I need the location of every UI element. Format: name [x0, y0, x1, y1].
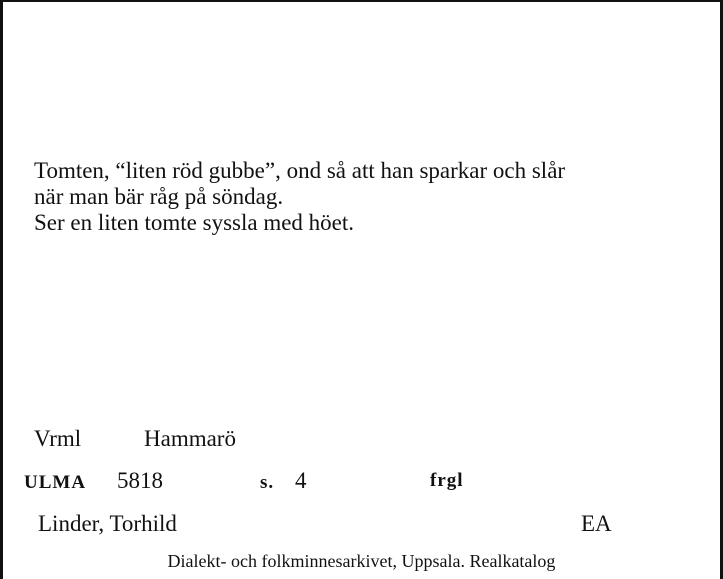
questionnaire-type: frgl [430, 470, 464, 491]
informant-name: Linder, Torhild [38, 511, 177, 536]
card-text [34, 158, 694, 236]
collector-initials: EA [581, 511, 612, 536]
parish-name: Hammarö [144, 426, 236, 451]
card-text-line: Ser en liten tomte syssla med höet. [34, 210, 355, 235]
archive-code: ULMA [24, 472, 87, 493]
card-text-line: när man bär råg på söndag. [34, 184, 284, 209]
page-label: s. [260, 472, 275, 493]
accession-number: 5818 [117, 468, 163, 493]
archive-footer: Dialekt- och folkminnesarkivet, Uppsala. Realkatalog [167, 551, 556, 571]
region-code: Vrml [34, 426, 82, 451]
card-text-line: Tomten, “liten röd gubbe”, ond så att han sparkar och slår [34, 158, 566, 183]
page-number: 4 [295, 468, 307, 493]
